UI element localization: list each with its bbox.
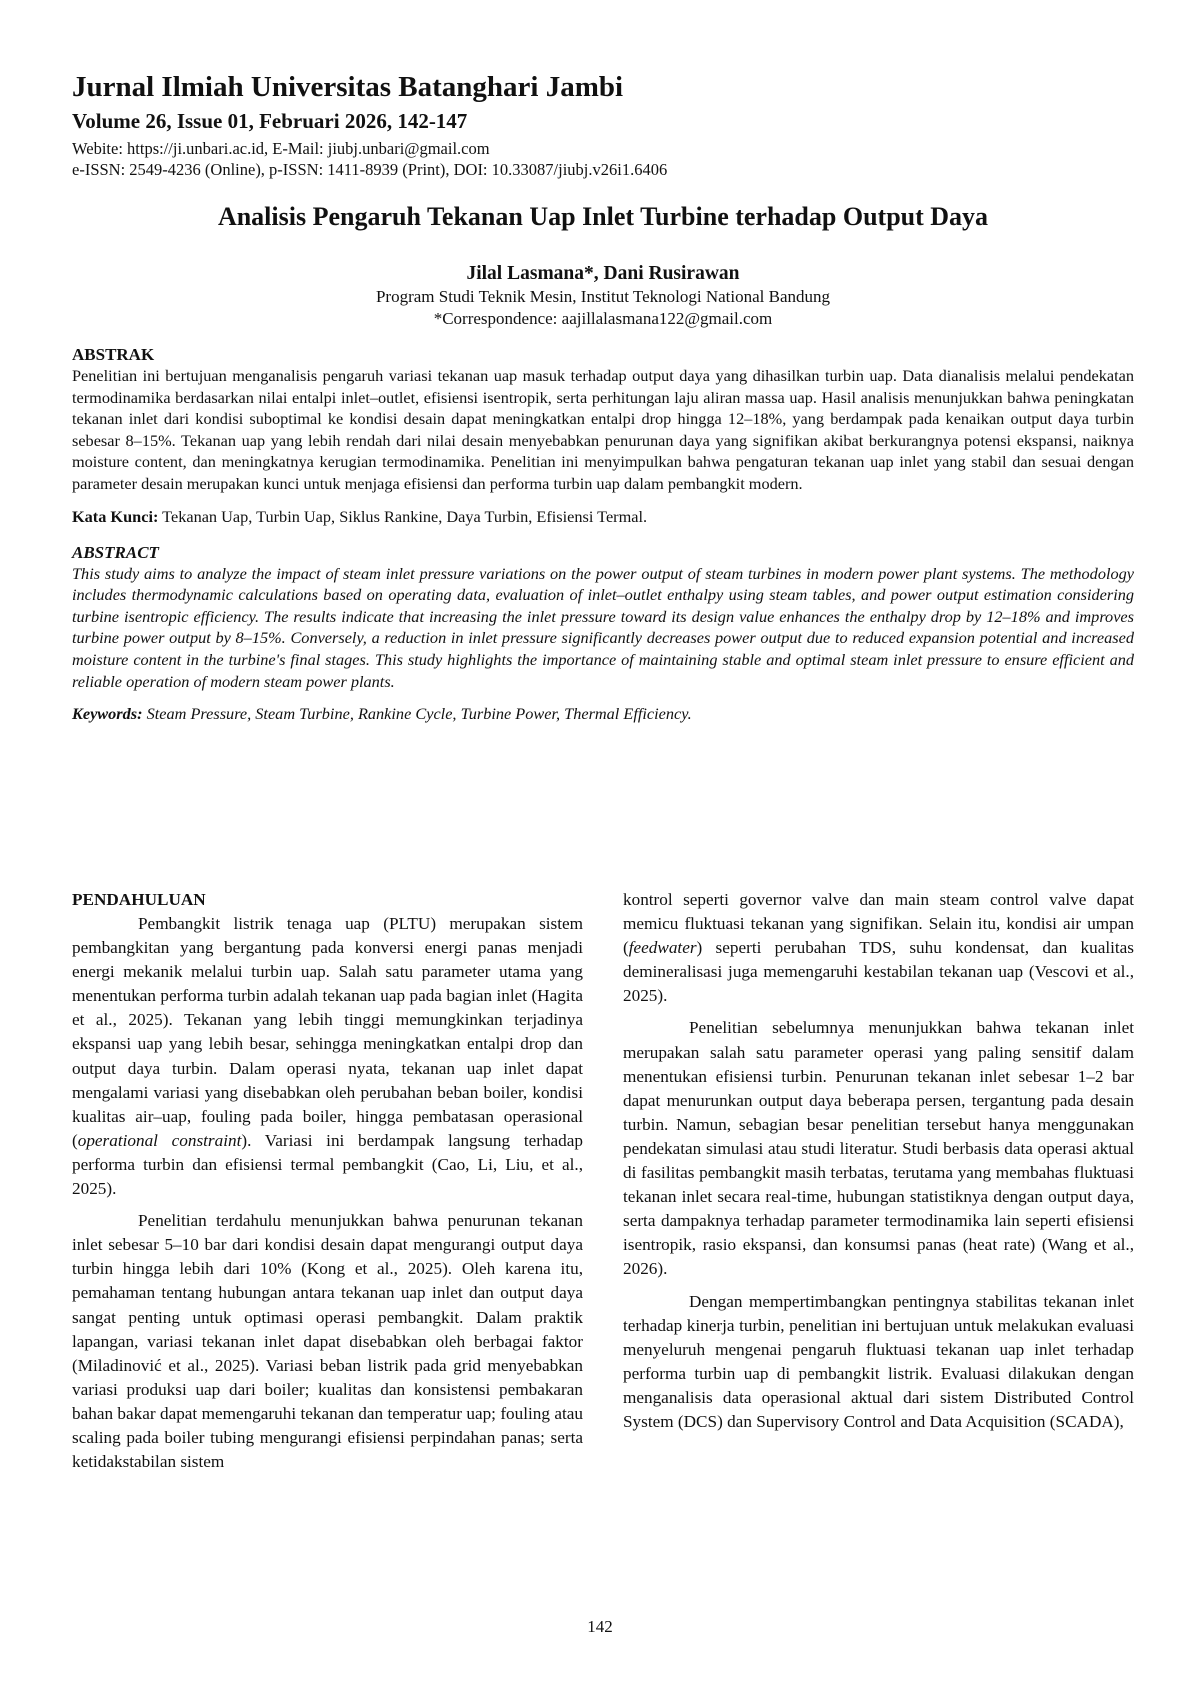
body-columns — [72, 888, 1134, 1474]
paragraph: Penelitian sebelumnya menunjukkan bahwa tekanan inlet merupakan salah satu parameter operasi yang paling sensitif dalam menentukan efisiensi turbin. Penurunan tekanan inlet sebesar 1–2 bar dapat menurunkan output daya beberapa persen, tergantung pada desain turbin. Namun, sebagian besar penelitian tersebut hanya menggunakan pendekatan simulasi atau studi literatur. Studi berbasis data operasi aktual di fasilitas pembangkit masih terbatas, terutama yang membahas fluktuasi tekanan inlet secara real-time, hubungan statistiknya dengan output daya, serta dampaknya terhadap parameter termodinamika lain seperti efisiensi isentropik, rasio ekspansi, dan konsumsi panas (heat rate) (Wang et al., 2026). — [623, 1018, 1134, 1279]
page-number: 142 — [587, 1617, 613, 1636]
article-title: Analisis Pengaruh Tekanan Uap Inlet Turbine terhadap Output Daya — [217, 202, 989, 231]
article-authors: Jilal Lasmana*, Dani Rusirawan — [466, 263, 740, 284]
article-correspondence: *Correspondence: aajillalasmana122@gmail.com — [433, 309, 773, 328]
paragraph: Dengan mempertimbangkan pentingnya stabilitas tekanan inlet terhadap kinerja turbin, penelitian ini bertujuan untuk melakukan evaluasi menyeluruh mengenai pengaruh fluktuasi tekanan uap inlet terhadap performa turbin uap di pembangkit listrik. Evaluasi dilakukan dengan menganalisis data operasional aktual dari sistem Distributed Control System (DCS) dan Supervisory Control and Data Acquisition (SCADA), — [623, 1291, 1134, 1431]
section-heading-pendahuluan: PENDAHULUAN — [72, 890, 206, 909]
paragraph-text: kontrol seperti governor valve dan main steam control valve dapat memicu fluktuasi tekanan yang signifikan. Selain itu, kondisi air umpan ( — [623, 890, 1134, 958]
article-affiliation: Program Studi Teknik Mesin, Institut Teknologi National Bandung — [375, 287, 831, 306]
paragraph — [623, 888, 1134, 1008]
journal-issn: e-ISSN: 2549-4236 (Online), p-ISSN: 1411-8939 (Print), DOI: 10.33087/jiubj.v26i1.6406 — [72, 160, 668, 179]
paragraph-italic: feedwater — [628, 938, 697, 958]
right-column — [623, 888, 1134, 1474]
kata-kunci-values: Tekanan Uap, Turbin Uap, Siklus Rankine, Daya Turbin, Efisiensi Termal. — [158, 506, 648, 526]
abstrak-heading: ABSTRAK — [72, 345, 155, 364]
paragraph-text: ). Variasi ini berdampak langsung terhadap performa turbin dan efisiensi termal pembangkit (Cao, Li, Liu, et al., 2025). — [72, 1130, 583, 1199]
journal-name: Jurnal Ilmiah Universitas Batanghari Jambi — [72, 71, 624, 103]
abstract-heading: ABSTRACT — [72, 542, 159, 562]
journal-website: Webite: https://ji.unbari.ac.id, E-Mail: jiubj.unbari@gmail.com — [72, 139, 490, 158]
paragraph-italic: operational constraint — [77, 1130, 242, 1150]
keywords-label: Keywords: — [72, 704, 143, 724]
kata-kunci — [72, 506, 1134, 528]
page-header — [72, 70, 1134, 725]
paragraph-text: Pembangkit listrik tenaga uap (PLTU) merupakan sistem pembangkitan yang bergantung pada konversi energi panas menjadi energi mekanik melalui turbin uap. Salah satu parameter utama yang menentukan performa turbin adalah tekanan uap pada bagian inlet (Hagita et al., 2025). Tekanan yang lebih tinggi memungkinkan terjadinya ekspansi uap yang lebih besar, sehingga meningkatkan entalpi drop dan output daya turbin. Dalam operasi nyata, tekanan uap inlet dapat mengalami variasi yang disebabkan oleh perubahan beban boiler, kondisi kualitas air–uap, fouling pada boiler, hingga pembatasan operasional ( — [72, 914, 583, 1150]
paragraph — [72, 912, 583, 1201]
keywords — [72, 703, 1134, 725]
kata-kunci-label: Kata Kunci: — [72, 506, 159, 526]
left-column — [72, 888, 583, 1474]
paragraph: Penelitian terdahulu menunjukkan bahwa penurunan tekanan inlet sebesar 5–10 bar dari kondisi desain dapat mengurangi output daya turbin hingga lebih dari 10% (Kong et al., 2025). Oleh karena itu, pemahaman tentang hubungan antara tekanan uap inlet dan output daya sangat penting untuk optimasi operasi pembangkit. Dalam praktik lapangan, variasi tekanan inlet dapat disebabkan oleh berbagai faktor (Miladinović et al., 2025). Variasi beban listrik pada grid menyebabkan variasi produksi uap dari boiler; kualitas dan konsistensi pembakaran bahan bakar dapat memengaruhi tekanan dan temperatur uap; fouling atau scaling pada boiler tubing mengurangi efisiensi perpindahan panas; serta ketidakstabilan sistem — [72, 1211, 583, 1472]
paragraph-text: ) seperti perubahan TDS, suhu kondensat, dan kualitas demineralisasi juga memengaruhi kestabilan tekanan uap (Vescovi et al., 2025). — [623, 938, 1134, 1006]
abstrak-text: Penelitian ini bertujuan menganalisis pengaruh variasi tekanan uap masuk terhadap output daya yang dihasilkan turbin uap. Data dianalisis melalui pendekatan termodinamika berdasarkan nilai entalpi inlet–outlet, efisiensi isentropik, serta perhitungan laju aliran massa uap. Hasil analisis menunjukkan bahwa peningkatan tekanan inlet dari kondisi suboptimal ke kondisi desain dapat meningkatkan entalpi drop hingga 12–18%, yang berdampak pada kenaikan output daya turbin sebesar 8–15%. Tekanan uap yang lebih rendah dari nilai desain menyebabkan penurunan daya yang signifikan akibat berkurangnya potensi ekspansi, naiknya moisture content, dan meningkatnya kerugian termodinamika. Penelitian ini menyimpulkan bahwa pengaturan tekanan uap inlet yang stabil dan sesuai dengan parameter desain merupakan kunci untuk menjaga efisiensi dan performa turbin uap dalam pembangkit modern. — [72, 366, 1134, 493]
keywords-values: Steam Pressure, Steam Turbine, Rankine Cycle, Turbine Power, Thermal Efficiency. — [142, 704, 692, 724]
abstract-text: This study aims to analyze the impact of steam inlet pressure variations on the power output of steam turbines in modern power plant systems. The methodology includes thermodynamic calculations based on operating data, evaluation of inlet–outlet enthalpy using steam tables, and power output estimation considering turbine isentropic efficiency. The results indicate that increasing the inlet pressure toward its design value enhances the enthalpy drop by 12–18% and improves turbine power output by 8–15%. Conversely, a reduction in inlet pressure significantly decreases power output due to reduced expansion potential and increased moisture content in the turbine's final stages. This study highlights the importance of maintaining stable and optimal steam inlet pressure to ensure efficient and reliable operation of modern steam power plants. — [72, 563, 1134, 691]
journal-volume: Volume 26, Issue 01, Februari 2026, 142-147 — [72, 109, 468, 133]
